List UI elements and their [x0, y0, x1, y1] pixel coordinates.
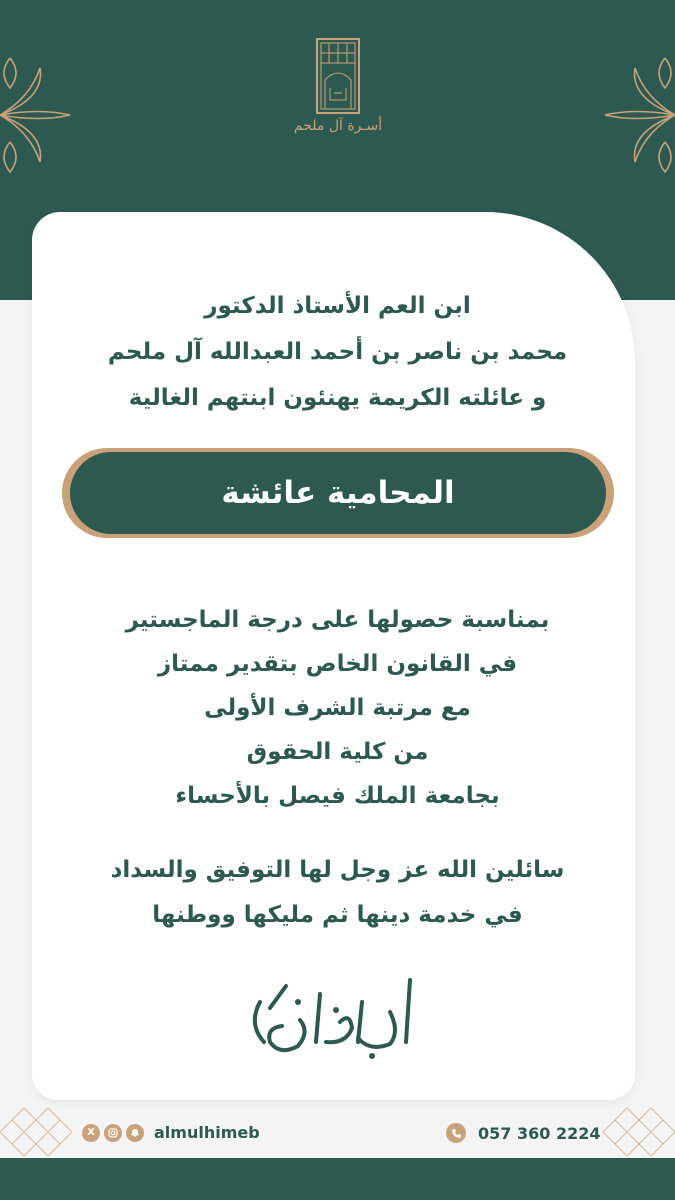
- occasion-line: من كلية الحقوق: [246, 739, 429, 765]
- lattice-pattern-icon: [0, 1107, 72, 1157]
- header-line: ابن العم الأستاذ الدكتور: [204, 293, 471, 319]
- phone-number[interactable]: 057 360 2224: [478, 1123, 601, 1143]
- x-icon[interactable]: X: [82, 1124, 100, 1142]
- floral-ornament-icon: [0, 48, 75, 183]
- congratulations-calligraphy: [240, 972, 440, 1072]
- family-logo: [285, 38, 391, 138]
- social-links: [82, 1123, 260, 1142]
- occasion-line: بجامعة الملك فيصل بالأحساء: [175, 783, 500, 809]
- occasion-line: مع مرتبة الشرف الأولى: [204, 695, 471, 721]
- honoree-banner: [62, 448, 614, 538]
- floral-ornament-icon: [600, 48, 675, 183]
- header-text: [40, 283, 635, 421]
- occasion-line: بمناسبة حصولها على درجة الماجستير: [125, 607, 550, 633]
- instagram-icon[interactable]: [104, 1124, 122, 1142]
- wish-text: [40, 848, 635, 938]
- wish-line: في خدمة دينها ثم مليكها ووطنها: [152, 902, 523, 928]
- wish-line: سائلين الله عز وجل لها التوفيق والسداد: [110, 857, 565, 883]
- snapchat-icon[interactable]: [126, 1124, 144, 1142]
- contact-phone: [446, 1123, 600, 1143]
- social-handle[interactable]: almulhimeb: [154, 1123, 260, 1142]
- honoree-name: المحامية عائشة: [221, 475, 455, 511]
- occasion-text: [40, 598, 635, 818]
- header-line: و عائلته الكريمة يهنئون ابنتهم الغالية: [128, 385, 547, 411]
- lattice-pattern-icon: [603, 1107, 675, 1157]
- brand-name: أسـرة آل ملحم: [293, 118, 383, 134]
- footer-band: [0, 1158, 675, 1200]
- occasion-line: في القانون الخاص بتقدير ممتاز: [157, 651, 518, 677]
- phone-icon: [446, 1123, 466, 1143]
- arch-logo-icon: [316, 38, 360, 114]
- header-line: محمد بن ناصر بن أحمد العبدالله آل ملحم: [107, 339, 568, 365]
